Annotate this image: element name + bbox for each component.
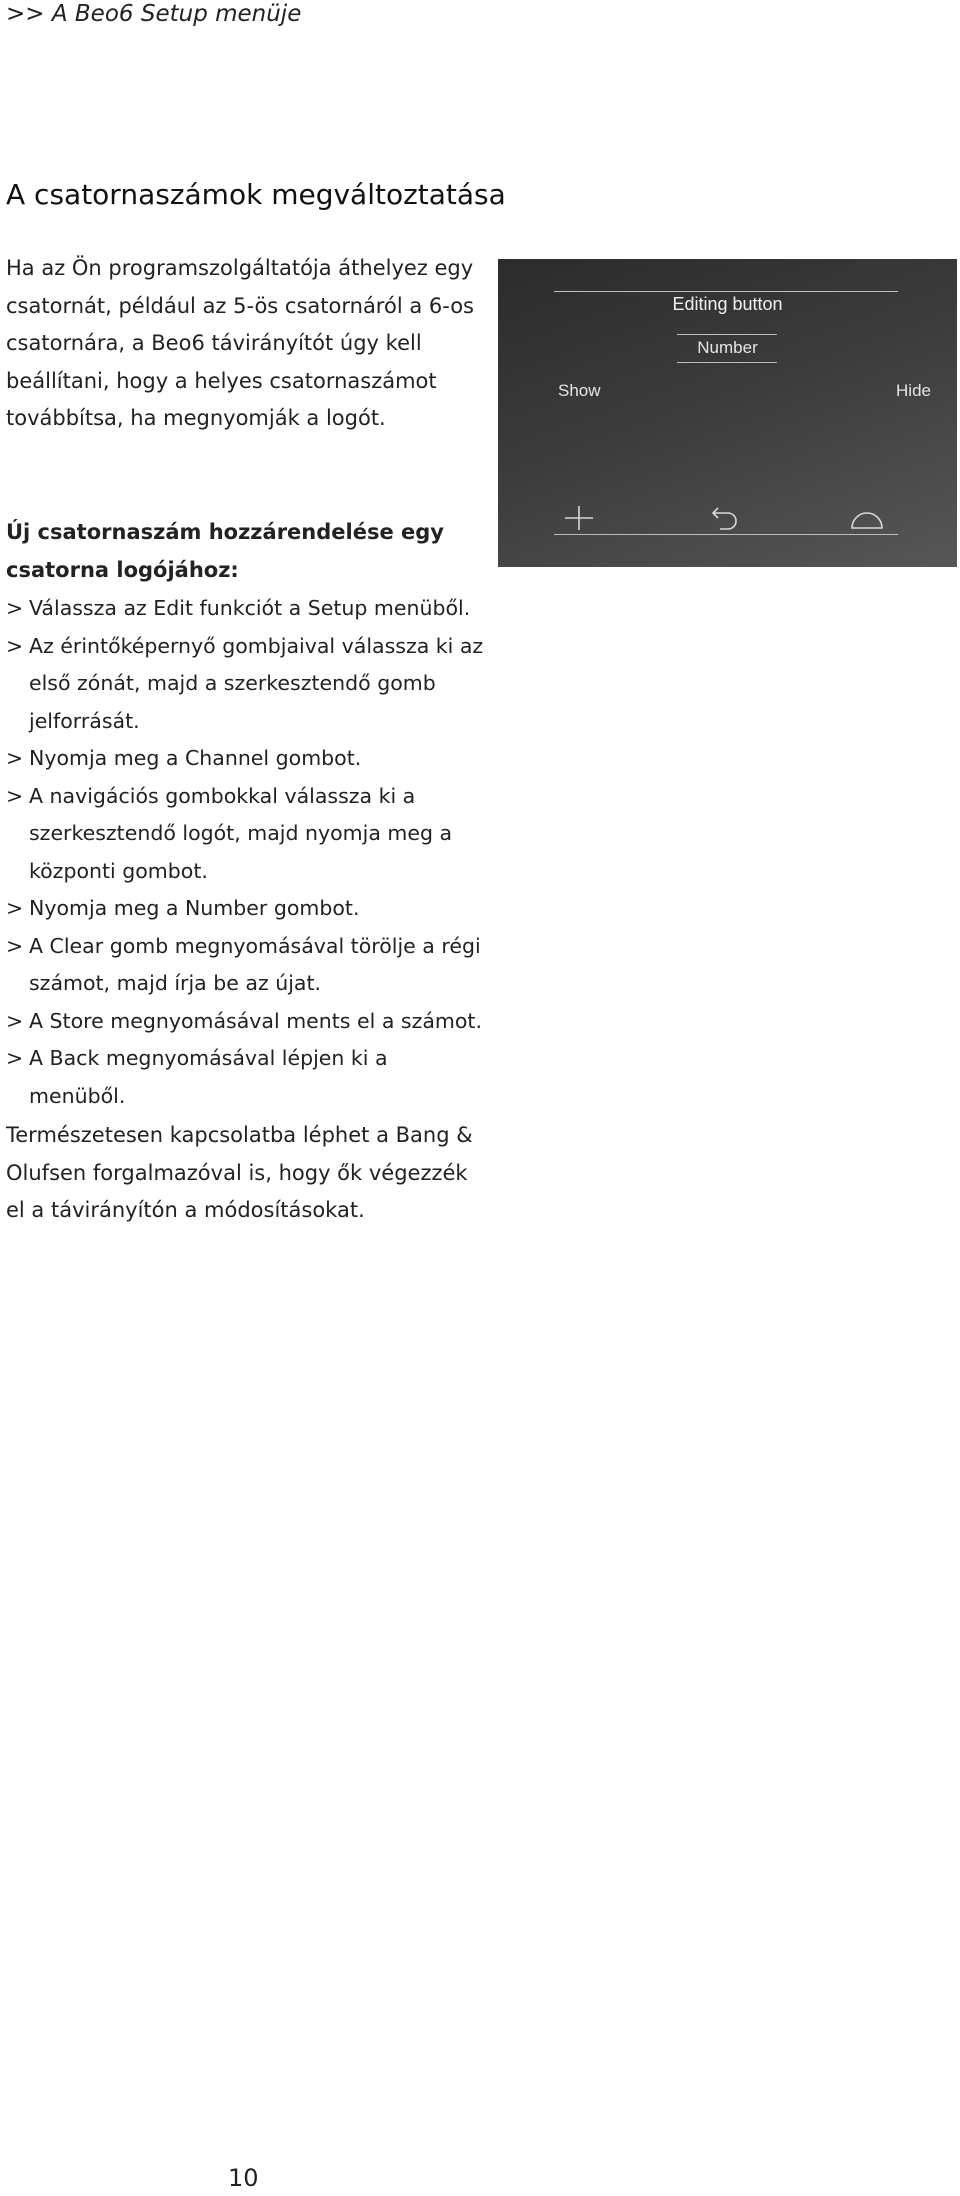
hide-button[interactable]: Hide	[896, 381, 931, 400]
number-button-bottom-line	[677, 362, 777, 363]
step-marker: >	[6, 596, 24, 620]
step-keyword: Store	[49, 1008, 104, 1033]
plus-icon[interactable]	[564, 503, 594, 533]
step-keyword: Back	[49, 1046, 100, 1070]
number-button[interactable]: Number	[697, 338, 758, 357]
step-marker: >	[6, 633, 24, 658]
back-arrow-icon[interactable]	[710, 504, 740, 530]
outro-paragraph: Természetesen kapcsolatba léphet a Bang & Olufsen forgalmazóval is, hogy ők végezzék el a távirányítón a módosításokat.	[6, 1123, 473, 1222]
step-marker: >	[6, 783, 24, 808]
running-head: >> A Beo6 Setup menüje	[6, 1, 302, 27]
show-button[interactable]: Show	[558, 381, 601, 400]
number-button-top-line	[677, 334, 777, 335]
step-keyword: Edit	[153, 596, 193, 620]
step-keyword: Number	[184, 896, 268, 920]
intro-paragraph: Ha az Ön programszolgáltatója áthelyez egy csatornát, például az 5-ös csatornáról a 6-os csatornára, a Beo6 távirányítót úgy kell beállítani, hogy a helyes csatornaszámot továbbítsa, ha megnyomják a logót.	[6, 256, 474, 430]
step-keyword: Clear	[49, 933, 104, 958]
step-marker: >	[6, 896, 24, 920]
step-item: > Nyomja meg a Channel gombot.	[6, 740, 486, 778]
screen-title: Editing button	[672, 294, 783, 314]
step-item: > Az érintőképernyő gombjaival válassza ki az első zónát, majd a szerkesztendő gomb jelforrását.	[6, 628, 486, 741]
step-keyword: Setup	[307, 596, 368, 620]
remote-screen-illustration	[498, 259, 957, 567]
step-marker: >	[6, 746, 24, 770]
screen-bottom-line	[554, 534, 898, 535]
step-marker: >	[6, 933, 24, 958]
step-item: > A Back megnyomásával lépjen ki a menüből.	[6, 1040, 486, 1115]
step-item: > A Store megnyomásával ments el a számot.	[6, 1003, 486, 1041]
page-number: 10	[228, 2164, 259, 2192]
screen-top-line	[554, 291, 898, 292]
step-item: > A Clear gomb megnyomásával törölje a régi számot, majd írja be az újat.	[6, 928, 486, 1003]
steps-list	[6, 590, 486, 1115]
section-title: A csatornaszámok megváltoztatása	[6, 178, 506, 211]
dome-icon[interactable]	[850, 508, 884, 530]
step-marker: >	[6, 1008, 24, 1033]
step-item: > Nyomja meg a Number gombot.	[6, 890, 486, 928]
step-item: > A navigációs gombokkal válassza ki a szerkesztendő logót, majd nyomja meg a központi gombot.	[6, 778, 486, 891]
step-marker: >	[6, 1046, 24, 1070]
steps-subheading: Új csatornaszám hozzárendelése egy csatorna logójához:	[6, 520, 444, 582]
step-item: > Válassza az Edit funkciót a Setup menüből.	[6, 590, 486, 628]
step-keyword: Channel	[184, 746, 270, 770]
